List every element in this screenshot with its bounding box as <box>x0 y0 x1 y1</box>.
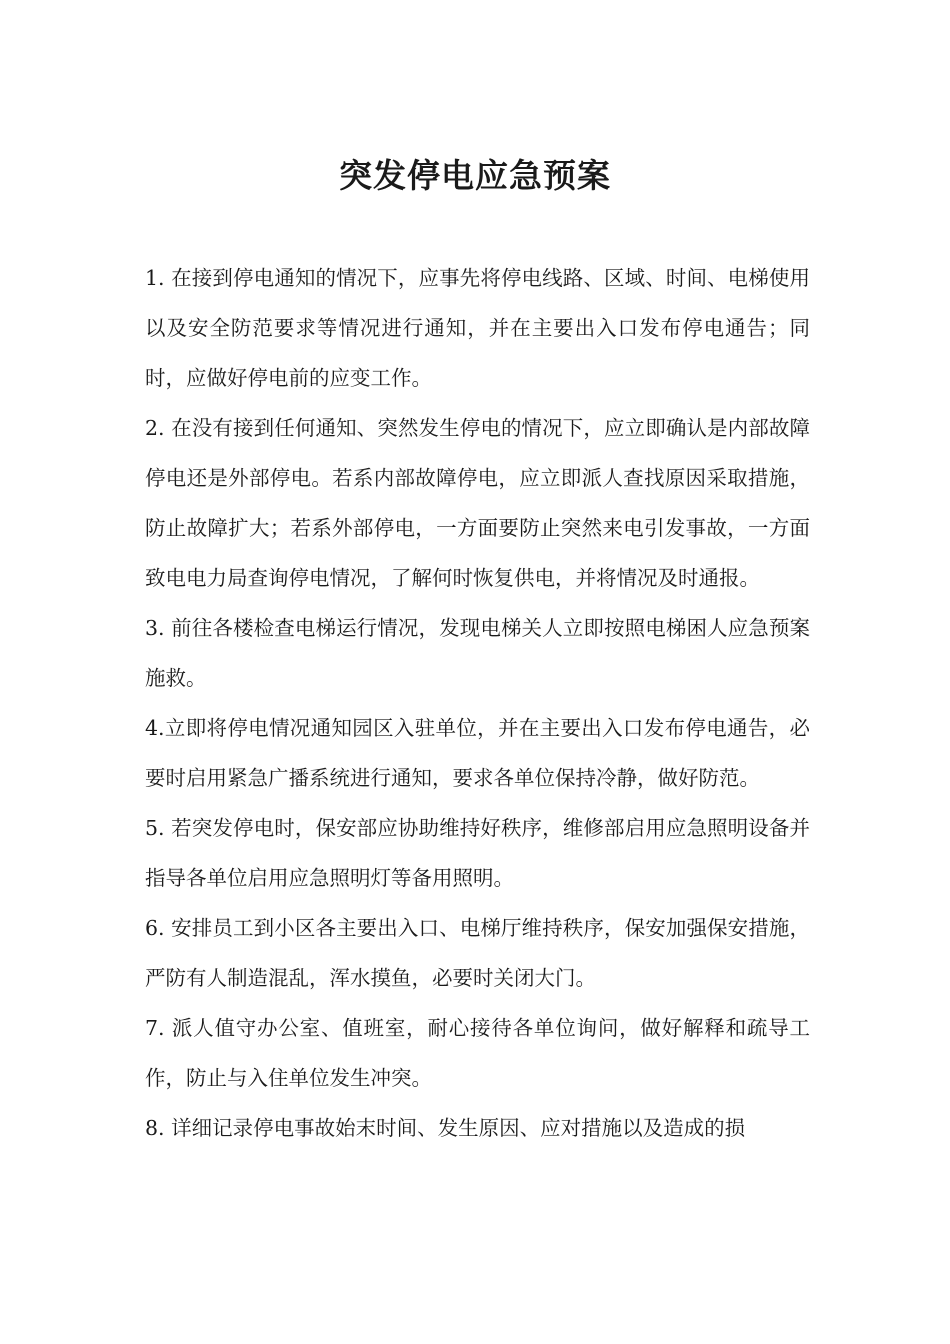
paragraph-2: 2. 在没有接到任何通知、突然发生停电的情况下，应立即确认是内部故障停电还是外部停电。若系内部故障停电，应立即派人查找原因采取措施，防止故障扩大；若系外部停电，一方面要防止突然来电引发事故，一方面致电电力局查询停电情况，了解何时恢复供电，并将情况及时通报。 <box>145 416 810 590</box>
document-title: 突发停电应急预案 <box>339 156 611 195</box>
paragraph-6: 6. 安排员工到小区各主要出入口、电梯厅维持秩序，保安加强保安措施，严防有人制造混乱，浑水摸鱼，必要时关闭大门。 <box>145 916 810 990</box>
document-body <box>145 253 810 1153</box>
paragraph-8: 8. 详细记录停电事故始末时间、发生原因、应对措施以及造成的损 <box>145 1116 746 1140</box>
paragraph-3: 3. 前往各楼检查电梯运行情况，发现电梯关人立即按照电梯困人应急预案施救。 <box>145 616 810 690</box>
paragraph-1: 1. 在接到停电通知的情况下，应事先将停电线路、区域、时间、电梯使用以及安全防范要求等情况进行通知，并在主要出入口发布停电通告；同时，应做好停电前的应变工作。 <box>145 266 810 390</box>
paragraph-7: 7. 派人值守办公室、值班室，耐心接待各单位询问，做好解释和疏导工作，防止与入住单位发生冲突。 <box>145 1016 810 1090</box>
paragraph-4: 4.立即将停电情况通知园区入驻单位，并在主要出入口发布停电通告，必要时启用紧急广播系统进行通知，要求各单位保持冷静，做好防范。 <box>145 716 810 790</box>
paragraph-5: 5. 若突发停电时，保安部应协助维持好秩序，维修部启用应急照明设备并指导各单位启用应急照明灯等备用照明。 <box>145 816 810 890</box>
